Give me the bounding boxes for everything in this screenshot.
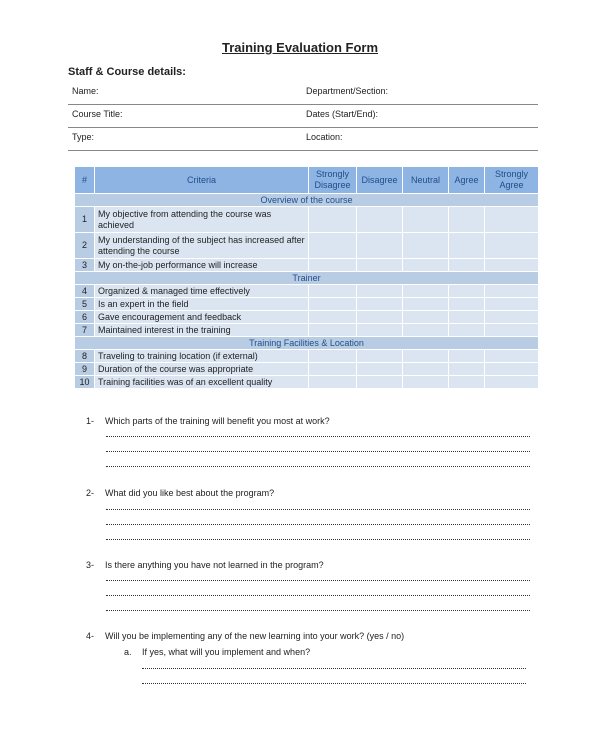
section-row [75, 272, 539, 285]
rating-cell[interactable] [403, 233, 449, 259]
row-criteria: My on-the-job performance will increase [95, 259, 309, 272]
answer-line[interactable] [106, 610, 530, 611]
rating-cell[interactable] [485, 363, 539, 376]
rating-cell[interactable] [449, 350, 485, 363]
answer-line[interactable] [106, 595, 530, 596]
rating-cell[interactable] [309, 311, 357, 324]
rating-cell[interactable] [485, 207, 539, 233]
answer-line[interactable] [106, 466, 530, 467]
rating-cell[interactable] [357, 207, 403, 233]
section-title-overview: Overview of the course [75, 194, 539, 207]
rating-cell[interactable] [449, 376, 485, 389]
rating-cell[interactable] [485, 285, 539, 298]
answer-line[interactable] [106, 580, 530, 581]
rating-cell[interactable] [309, 350, 357, 363]
rating-cell[interactable] [485, 350, 539, 363]
evaluation-table [74, 166, 539, 389]
rating-cell[interactable] [403, 311, 449, 324]
answer-line[interactable] [106, 436, 530, 437]
rating-cell[interactable] [485, 259, 539, 272]
rating-cell[interactable] [309, 376, 357, 389]
row-num: 1 [75, 207, 95, 233]
rating-cell[interactable] [449, 324, 485, 337]
rating-cell[interactable] [357, 298, 403, 311]
header-strongly-agree: Strongly Agree [485, 167, 539, 194]
header-num: # [75, 167, 95, 194]
row-criteria: Organized & managed time effectively [95, 285, 309, 298]
section-title-facilities: Training Facilities & Location [75, 337, 539, 350]
rating-cell[interactable] [449, 363, 485, 376]
question-number: 1- [86, 416, 95, 426]
row-criteria: My objective from attending the course was achieved [95, 207, 309, 233]
table-row [75, 376, 539, 389]
sub-question-text: If yes, what will you implement and when? [142, 647, 311, 657]
row-criteria: Gave encouragement and feedback [95, 311, 309, 324]
rating-cell[interactable] [357, 363, 403, 376]
question-text: Will you be implementing any of the new learning into your work? (yes / no) [105, 631, 405, 641]
rating-cell[interactable] [309, 285, 357, 298]
question-number: 3- [86, 560, 95, 570]
rating-cell[interactable] [309, 259, 357, 272]
answer-line[interactable] [142, 683, 526, 684]
table-row [75, 324, 539, 337]
rating-cell[interactable] [403, 285, 449, 298]
staff-course-heading: Staff & Course details: [68, 66, 186, 78]
question-text: Which parts of the training will benefit you most at work? [105, 416, 330, 426]
header-disagree: Disagree [357, 167, 403, 194]
rating-cell[interactable] [357, 285, 403, 298]
rating-cell[interactable] [449, 298, 485, 311]
rating-cell[interactable] [485, 376, 539, 389]
sub-question-label: a. [124, 647, 132, 657]
rating-cell[interactable] [357, 324, 403, 337]
rating-cell[interactable] [357, 350, 403, 363]
table-row [75, 311, 539, 324]
rating-cell[interactable] [403, 207, 449, 233]
rating-cell[interactable] [403, 259, 449, 272]
rating-cell[interactable] [403, 324, 449, 337]
row-num: 10 [75, 376, 95, 389]
row-num: 7 [75, 324, 95, 337]
rating-cell[interactable] [403, 376, 449, 389]
rating-cell[interactable] [449, 207, 485, 233]
rating-cell[interactable] [357, 259, 403, 272]
row-num: 3 [75, 259, 95, 272]
row-criteria: Traveling to training location (if external) [95, 350, 309, 363]
question-number: 2- [86, 488, 95, 498]
row-criteria: Duration of the course was appropriate [95, 363, 309, 376]
name-label: Name: [72, 86, 99, 96]
header-strongly-disagree: Strongly Disagree [309, 167, 357, 194]
rating-cell[interactable] [403, 298, 449, 311]
section-row [75, 337, 539, 350]
info-row-name [68, 82, 538, 105]
table-row [75, 285, 539, 298]
row-num: 8 [75, 350, 95, 363]
row-criteria: Maintained interest in the training [95, 324, 309, 337]
rating-cell[interactable] [449, 233, 485, 259]
form-title: Training Evaluation Form [221, 40, 379, 55]
header-criteria: Criteria [95, 167, 309, 194]
dates-label: Dates (Start/End): [306, 109, 379, 119]
question-text: What did you like best about the program? [105, 488, 275, 498]
rating-cell[interactable] [485, 311, 539, 324]
info-row-course [68, 105, 538, 128]
header-neutral: Neutral [403, 167, 449, 194]
rating-cell[interactable] [309, 363, 357, 376]
rating-cell[interactable] [485, 233, 539, 259]
rating-cell[interactable] [449, 285, 485, 298]
question-number: 4- [86, 631, 95, 641]
department-label: Department/Section: [306, 86, 389, 96]
table-row [75, 207, 539, 233]
table-row [75, 298, 539, 311]
answer-line[interactable] [106, 451, 530, 452]
row-num: 5 [75, 298, 95, 311]
rating-cell[interactable] [309, 298, 357, 311]
answer-line[interactable] [106, 539, 530, 540]
rating-cell[interactable] [357, 376, 403, 389]
table-row [75, 363, 539, 376]
table-row [75, 233, 539, 259]
rating-cell[interactable] [485, 298, 539, 311]
table-row [75, 350, 539, 363]
header-agree: Agree [449, 167, 485, 194]
answer-line[interactable] [106, 509, 530, 510]
rating-cell[interactable] [485, 324, 539, 337]
course-title-label: Course Title: [72, 109, 123, 119]
row-num: 9 [75, 363, 95, 376]
table-row [75, 259, 539, 272]
row-num: 4 [75, 285, 95, 298]
location-label: Location: [306, 132, 343, 142]
section-row [75, 194, 539, 207]
row-num: 2 [75, 233, 95, 259]
row-criteria: My understanding of the subject has increased after attending the course [95, 233, 309, 259]
table-header [75, 167, 539, 194]
rating-cell[interactable] [357, 311, 403, 324]
row-criteria: Training facilities was of an excellent quality [95, 376, 309, 389]
rating-cell[interactable] [357, 233, 403, 259]
answer-line[interactable] [142, 668, 526, 669]
row-criteria: Is an expert in the field [95, 298, 309, 311]
rating-cell[interactable] [449, 311, 485, 324]
answer-line[interactable] [106, 524, 530, 525]
row-num: 6 [75, 311, 95, 324]
section-title-trainer: Trainer [75, 272, 539, 285]
rating-cell[interactable] [403, 363, 449, 376]
rating-cell[interactable] [309, 324, 357, 337]
rating-cell[interactable] [309, 233, 357, 259]
info-row-type [68, 128, 538, 151]
question-text: Is there anything you have not learned in the program? [105, 560, 324, 570]
type-label: Type: [72, 132, 95, 142]
rating-cell[interactable] [449, 259, 485, 272]
rating-cell[interactable] [403, 350, 449, 363]
rating-cell[interactable] [309, 207, 357, 233]
